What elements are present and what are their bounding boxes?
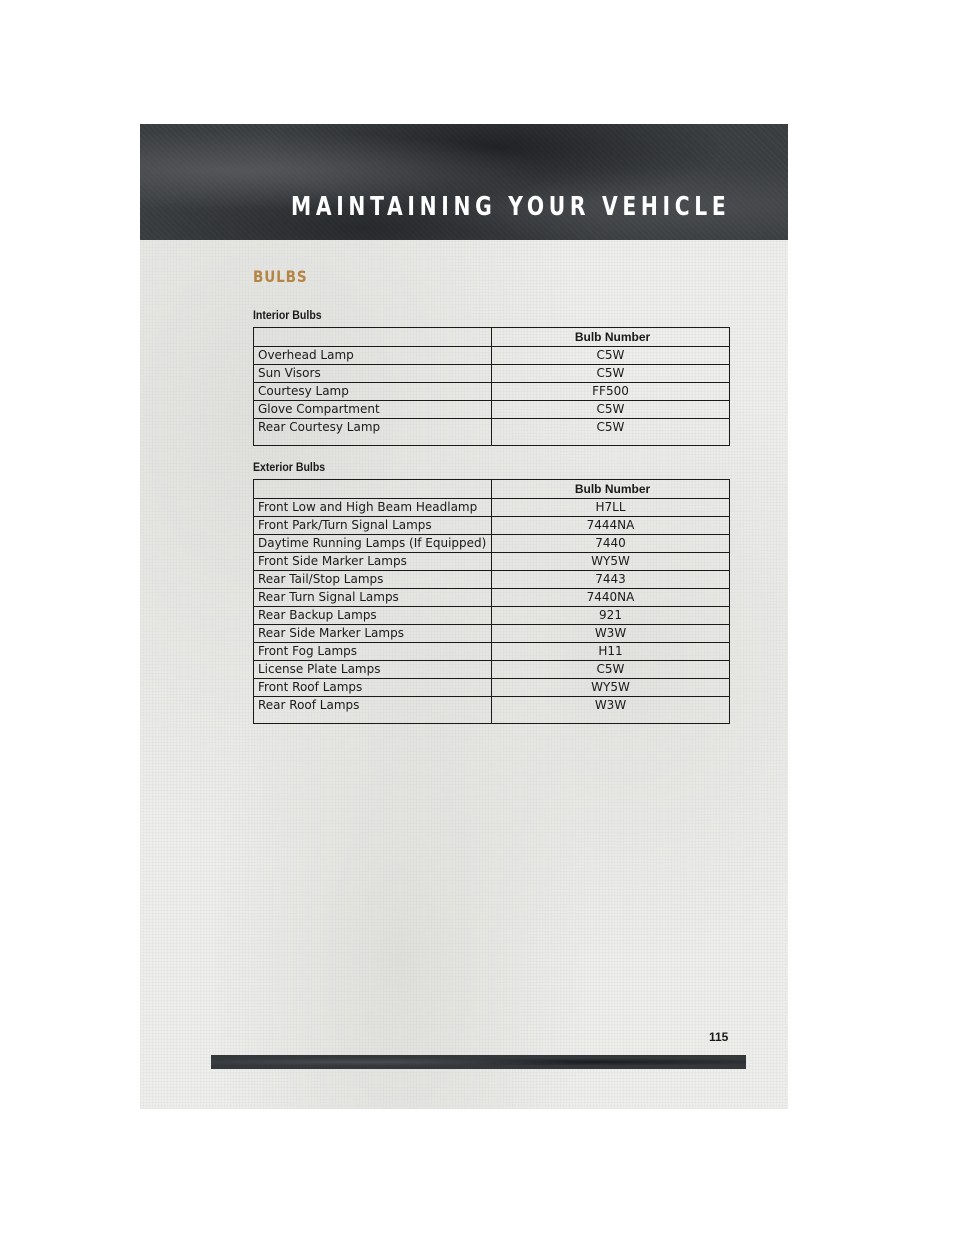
- exterior-bulbs-table: [253, 479, 730, 724]
- table-row: [254, 365, 730, 383]
- lamp-name: Courtesy Lamp: [254, 383, 492, 401]
- bulb-number: 7444NA: [492, 517, 730, 535]
- lamp-name: Rear Courtesy Lamp: [254, 419, 492, 446]
- section-title: BULBS: [253, 267, 308, 286]
- lamp-name: Rear Side Marker Lamps: [254, 625, 492, 643]
- interior-bulbs-caption: Interior Bulbs: [253, 308, 322, 322]
- table-row: [254, 661, 730, 679]
- lamp-name: Front Side Marker Lamps: [254, 553, 492, 571]
- table-header-row: [254, 328, 730, 347]
- bulb-number: WY5W: [492, 679, 730, 697]
- lamp-name: Front Fog Lamps: [254, 643, 492, 661]
- table-header-bulb-number: Bulb Number: [492, 328, 730, 347]
- table-row: [254, 697, 730, 724]
- table-row: [254, 589, 730, 607]
- lamp-name: Front Low and High Beam Headlamp: [254, 499, 492, 517]
- manual-page: [140, 124, 788, 1109]
- bulb-number: 7443: [492, 571, 730, 589]
- bulb-number: C5W: [492, 661, 730, 679]
- table-header-bulb-number: Bulb Number: [492, 480, 730, 499]
- table-row: [254, 679, 730, 697]
- table-row: [254, 517, 730, 535]
- bulb-number: C5W: [492, 347, 730, 365]
- bulb-number: 7440: [492, 535, 730, 553]
- table-row: [254, 553, 730, 571]
- table-header-empty: [254, 480, 492, 499]
- bulb-number: 7440NA: [492, 589, 730, 607]
- lamp-name: Daytime Running Lamps (If Equipped): [254, 535, 492, 553]
- table-header-empty: [254, 328, 492, 347]
- lamp-name: Overhead Lamp: [254, 347, 492, 365]
- bulb-number: C5W: [492, 365, 730, 383]
- footer-band: [211, 1055, 746, 1069]
- table-row: [254, 499, 730, 517]
- lamp-name: Front Roof Lamps: [254, 679, 492, 697]
- table-row: [254, 607, 730, 625]
- table-row: [254, 347, 730, 365]
- bulb-number: H11: [492, 643, 730, 661]
- bulb-number: WY5W: [492, 553, 730, 571]
- bulb-number: FF500: [492, 383, 730, 401]
- table-row: [254, 383, 730, 401]
- lamp-name: Rear Roof Lamps: [254, 697, 492, 724]
- table-row: [254, 419, 730, 446]
- lamp-name: Rear Tail/Stop Lamps: [254, 571, 492, 589]
- table-row: [254, 535, 730, 553]
- exterior-bulbs-caption: Exterior Bulbs: [253, 460, 326, 474]
- bulb-number: W3W: [492, 697, 730, 724]
- lamp-name: Sun Visors: [254, 365, 492, 383]
- table-header-row: [254, 480, 730, 499]
- bulb-number: C5W: [492, 419, 730, 446]
- interior-bulbs-table: [253, 327, 730, 446]
- bulb-number: 921: [492, 607, 730, 625]
- table-row: [254, 401, 730, 419]
- table-row: [254, 625, 730, 643]
- lamp-name: Glove Compartment: [254, 401, 492, 419]
- page-number: 115: [709, 1030, 729, 1044]
- lamp-name: Rear Turn Signal Lamps: [254, 589, 492, 607]
- bulb-number: H7LL: [492, 499, 730, 517]
- lamp-name: Front Park/Turn Signal Lamps: [254, 517, 492, 535]
- bulb-number: C5W: [492, 401, 730, 419]
- lamp-name: License Plate Lamps: [254, 661, 492, 679]
- table-row: [254, 643, 730, 661]
- bulb-number: W3W: [492, 625, 730, 643]
- lamp-name: Rear Backup Lamps: [254, 607, 492, 625]
- table-row: [254, 571, 730, 589]
- chapter-title: MAINTAINING YOUR VEHICLE: [290, 192, 730, 222]
- header-band: [140, 124, 788, 240]
